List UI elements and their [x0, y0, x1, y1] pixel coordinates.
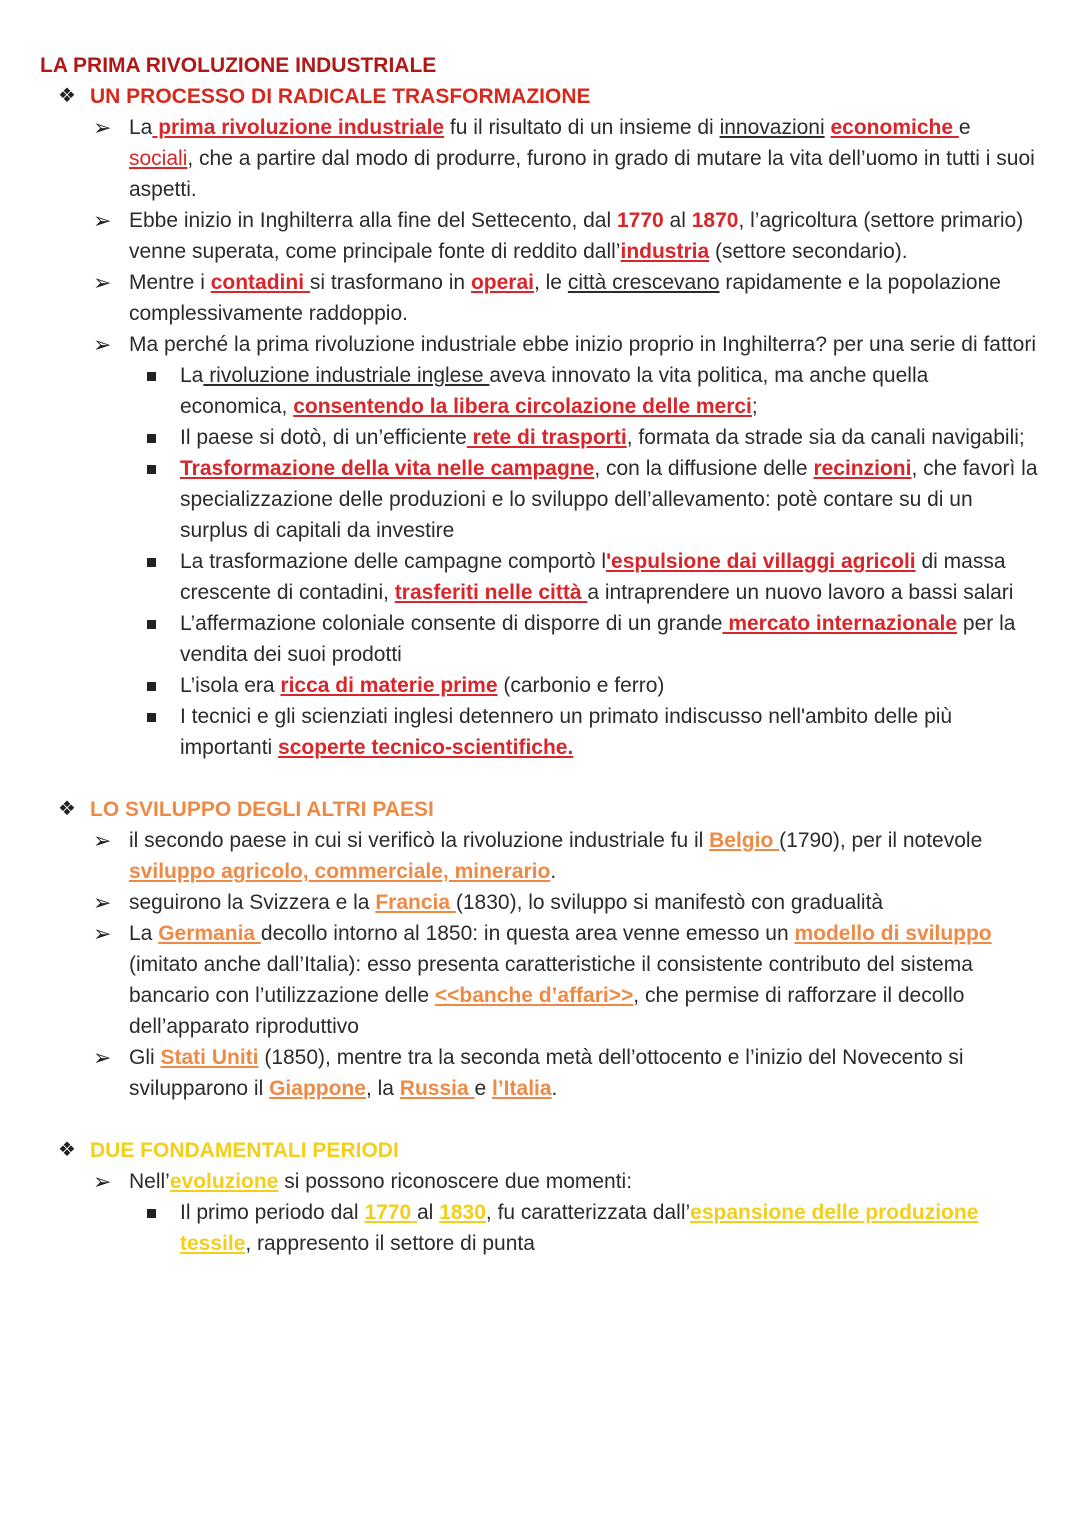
- highlighted-term: prima rivoluzione industriale: [152, 116, 445, 139]
- text-run: e: [474, 1077, 493, 1100]
- arrow-bullet-icon: ➢: [93, 332, 112, 357]
- text-run: al: [663, 209, 692, 232]
- highlighted-term: Germania: [158, 922, 261, 945]
- highlighted-term: <<banche d’affari>>: [434, 984, 634, 1007]
- arrow-list-item: [40, 887, 1040, 918]
- highlighted-term: Belgio: [709, 829, 780, 852]
- arrow-list-item: [40, 329, 1040, 360]
- text-run: per la vendita dei suoi prodotti: [180, 612, 1016, 666]
- square-bullet-icon: [147, 682, 156, 691]
- square-bullet-icon: [147, 1209, 156, 1218]
- text-run: fu il risultato di un insieme di: [444, 116, 720, 139]
- highlighted-term: recinzioni: [813, 457, 912, 480]
- text-run: , fu caratterizzata dall’: [485, 1201, 691, 1224]
- highlighted-year: 1870: [691, 209, 739, 232]
- highlighted-term: Stati Uniti: [160, 1046, 259, 1069]
- sections-container: [40, 81, 1040, 1259]
- text-run: aveva innovato la vita politica, ma anche quella economica,: [180, 364, 929, 418]
- arrow-list-item: [40, 112, 1040, 205]
- text-run: (1790), per il notevole: [779, 829, 983, 852]
- underlined-term: città crescevano: [567, 271, 720, 294]
- highlighted-term: contadini: [210, 271, 310, 294]
- highlighted-term: operai: [470, 271, 534, 294]
- text-run: , rappresento il settore di punta: [245, 1232, 535, 1255]
- text-run: .: [551, 1077, 558, 1100]
- text-run: , che favorì la specializzazione delle produzioni e lo sviluppo dell’allevamento: potè contare su di un surplus di capitali da investire: [180, 457, 1038, 542]
- arrow-bullet-icon: ➢: [93, 115, 112, 140]
- text-run: L’isola era: [180, 674, 281, 697]
- highlighted-term: espansione delle produzione tessile: [180, 1201, 979, 1255]
- underlined-term: sociali: [129, 147, 188, 170]
- arrow-bullet-icon: ➢: [93, 270, 112, 295]
- text-run: , che permise di rafforzare il decollo dell’apparato riproduttivo: [129, 984, 965, 1038]
- text-run: , che a partire dal modo di produrre, furono in grado di mutare la vita dell’uomo in tutti i suoi aspetti.: [129, 147, 1035, 201]
- text-run: La: [180, 364, 204, 387]
- text-run: (settore secondario).: [709, 240, 908, 263]
- diamond-bullet-icon: ❖: [58, 1139, 76, 1161]
- square-bullet-icon: [147, 558, 156, 567]
- text-run: e: [958, 116, 971, 139]
- section: [40, 81, 1040, 763]
- square-list-item: [40, 422, 1040, 453]
- highlighted-term: modello di sviluppo: [794, 922, 992, 945]
- square-bullet-icon: [147, 434, 156, 443]
- text-run: .: [550, 860, 557, 883]
- highlighted-term: trasferiti nelle città: [394, 581, 588, 604]
- text-run: L’affermazione coloniale consente di disporre di un grande: [180, 612, 723, 635]
- text-run: Ebbe inizio in Inghilterra alla fine del Settecento, dal: [129, 209, 617, 232]
- square-list-item: [40, 453, 1040, 546]
- highlighted-term: mercato internazionale: [722, 612, 958, 635]
- square-list-item: [40, 360, 1040, 422]
- text-run: La: [129, 922, 159, 945]
- text-run: , l’agricoltura (settore primario) venne superata, come principale fonte di reddito dall’: [129, 209, 1024, 263]
- text-run: , formata da strade sia da canali navigabili;: [626, 426, 1025, 449]
- highlighted-term: 1770: [364, 1201, 417, 1224]
- highlighted-term: evoluzione: [169, 1170, 279, 1193]
- highlighted-term: l’Italia: [492, 1077, 552, 1100]
- highlighted-term: 'espulsione dai villaggi agricoli: [606, 550, 916, 573]
- arrow-list-item: [40, 1166, 1040, 1197]
- square-bullet-icon: [147, 372, 156, 381]
- section-heading: [58, 1135, 1040, 1166]
- text-run: (carbonio e ferro): [497, 674, 665, 697]
- section-heading: [58, 81, 1040, 112]
- square-list-item: [40, 546, 1040, 608]
- text-run: rapidamente e la popolazione complessivamente raddoppio.: [129, 271, 1001, 325]
- section: [40, 1135, 1040, 1259]
- highlighted-term: rete di trasporti: [466, 426, 627, 449]
- highlighted-year: 1770: [616, 209, 664, 232]
- highlighted-term: Russia: [399, 1077, 475, 1100]
- text-run: , la: [365, 1077, 400, 1100]
- highlighted-term: Francia: [375, 891, 456, 914]
- arrow-bullet-icon: ➢: [93, 1169, 112, 1194]
- text-run: il secondo paese in cui si verificò la rivoluzione industriale fu il: [129, 829, 710, 852]
- text-run: , le: [533, 271, 568, 294]
- text-run: si trasformano in: [309, 271, 471, 294]
- underlined-term: innovazioni: [719, 116, 825, 139]
- underlined-term: rivoluzione industriale inglese: [203, 364, 490, 387]
- text-run: Ma perché la prima rivoluzione industriale ebbe inizio proprio in Inghilterra? per una serie di fattori: [129, 333, 1036, 356]
- arrow-list-item: [40, 825, 1040, 887]
- text-run: Nell’: [129, 1170, 170, 1193]
- text-run: (imitato anche dall’Italia): esso presenta caratteristiche il consistente contributo del sistema bancario con l’utilizzazione delle: [129, 953, 973, 1007]
- section-title: LO SVILUPPO DEGLI ALTRI PAESI: [90, 798, 434, 821]
- highlighted-term: sviluppo agricolo, commerciale, minerario: [129, 860, 551, 883]
- highlighted-term: economiche: [830, 116, 959, 139]
- text-run: , con la diffusione delle: [594, 457, 814, 480]
- text-run: (1830), lo sviluppo si manifestò con gradualità: [455, 891, 884, 914]
- arrow-bullet-icon: ➢: [93, 890, 112, 915]
- text-run: I tecnici e gli scienziati inglesi detennero un primato indiscusso nell'ambito delle più importanti: [180, 705, 953, 759]
- square-list-item: [40, 701, 1040, 763]
- diamond-bullet-icon: ❖: [58, 798, 76, 820]
- text-run: (1850), mentre tra la seconda metà dell’ottocento e l’inizio del Novecento si svilupparono il: [129, 1046, 964, 1100]
- section-gap: [40, 1104, 1040, 1135]
- section-title: UN PROCESSO DI RADICALE TRASFORMAZIONE: [90, 85, 591, 108]
- highlighted-term: Giappone: [269, 1077, 366, 1100]
- text-run: Il paese si dotò, di un’efficiente: [180, 426, 467, 449]
- arrow-bullet-icon: ➢: [93, 828, 112, 853]
- arrow-bullet-icon: ➢: [93, 921, 112, 946]
- arrow-bullet-icon: ➢: [93, 1045, 112, 1070]
- arrow-list-item: [40, 1042, 1040, 1104]
- arrow-list-item: [40, 205, 1040, 267]
- text-run: Gli: [129, 1046, 161, 1069]
- text-run: di massa crescente di contadini,: [180, 550, 1006, 604]
- section-heading: [58, 794, 1040, 825]
- text-run: Il primo periodo dal: [180, 1201, 365, 1224]
- highlighted-term: industria: [620, 240, 710, 263]
- text-run: La: [129, 116, 153, 139]
- text-run: seguirono la Svizzera e la: [129, 891, 376, 914]
- section-title: DUE FONDAMENTALI PERIODI: [90, 1139, 399, 1162]
- text-run: al: [417, 1201, 440, 1224]
- text-run: Mentre i: [129, 271, 211, 294]
- square-bullet-icon: [147, 713, 156, 722]
- text-run: decollo intorno al 1850: in questa area venne emesso un: [260, 922, 795, 945]
- square-list-item: [40, 608, 1040, 670]
- highlighted-term: ricca di materie prime: [280, 674, 498, 697]
- section: [40, 794, 1040, 1104]
- text-run: ;: [751, 395, 758, 418]
- highlighted-term: 1830: [439, 1201, 486, 1224]
- highlighted-term: Trasformazione della vita nelle campagne: [180, 457, 595, 480]
- arrow-list-item: [40, 918, 1040, 1042]
- square-bullet-icon: [147, 465, 156, 474]
- text-run: a intraprendere un nuovo lavoro a bassi salari: [587, 581, 1014, 604]
- text-run: si possono riconoscere due momenti:: [278, 1170, 633, 1193]
- section-gap: [40, 763, 1040, 794]
- highlighted-term: consentendo la libera circolazione delle merci: [293, 395, 752, 418]
- square-bullet-icon: [147, 620, 156, 629]
- arrow-bullet-icon: ➢: [93, 208, 112, 233]
- document-title: LA PRIMA RIVOLUZIONE INDUSTRIALE: [40, 54, 437, 77]
- square-list-item: [40, 1197, 1040, 1259]
- text-run: La trasformazione delle campagne comportò l: [180, 550, 607, 573]
- diamond-bullet-icon: ❖: [58, 85, 76, 107]
- highlighted-term: scoperte tecnico-scientifiche.: [278, 736, 574, 759]
- arrow-list-item: [40, 267, 1040, 329]
- square-list-item: [40, 670, 1040, 701]
